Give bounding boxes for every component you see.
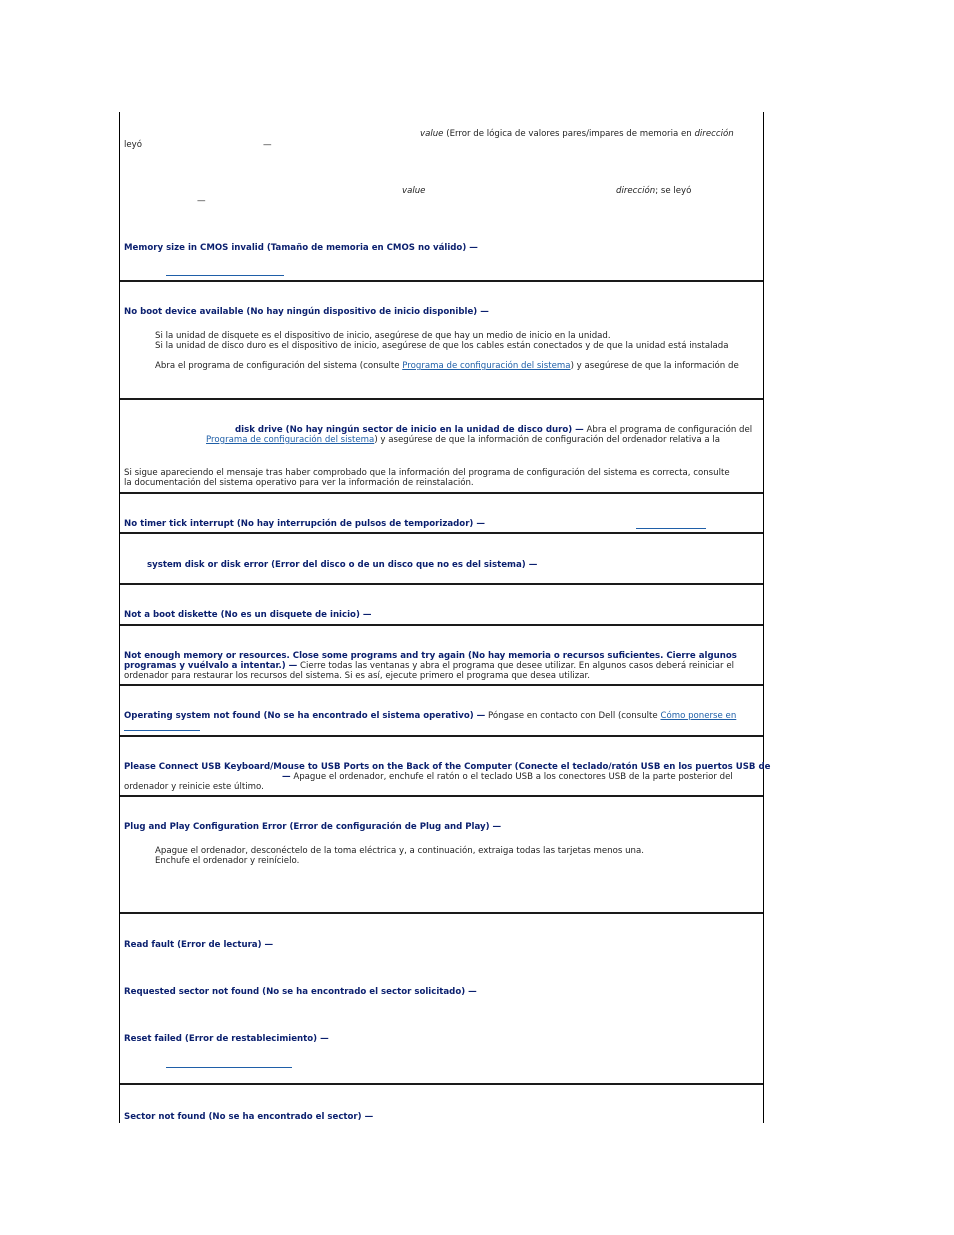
- boot-sector-text: Abra el programa de configuración del: [586, 425, 753, 435]
- row-divider: [120, 1083, 763, 1085]
- no-boot-item-3-a: Abra el programa de configuración del sistema (consulte: [155, 361, 400, 371]
- parity-row: [420, 129, 734, 139]
- sector-not-found-heading: Sector not found (No se ha encontrado el sector) —: [124, 1112, 374, 1122]
- boot-sector-heading: disk drive (No hay ningún sector de inicio en la unidad de disco duro) —: [235, 425, 584, 435]
- cmos-heading: Memory size in CMOS invalid (Tamaño de memoria en CMOS no válido) —: [124, 243, 478, 253]
- usb-heading: Please Connect USB Keyboard/Mouse to USB Ports on the Back of the Computer (Conecte el teclado/ratón USB en los puertos USB de: [124, 762, 771, 772]
- row-divider: [120, 684, 763, 686]
- row-divider: [120, 532, 763, 534]
- non-system-heading: system disk or disk error (Error del disco o de un disco que no es del sistema) —: [147, 560, 538, 570]
- pnp-item-1: Apague el ordenador, desconéctelo de la toma eléctrica y, a continuación, extraiga todas las tarjetas menos una.: [155, 846, 644, 856]
- boot-sector-row: [235, 425, 752, 435]
- no-boot-item-2: Si la unidad de disco duro es el dispositivo de inicio, asegúrese de que los cables están conectados y de que la unidad está instalada: [155, 341, 729, 351]
- row-divider: [120, 492, 763, 494]
- parity-value: value: [420, 129, 444, 139]
- memory-text-2: ordenador para restaurar los recursos del sistema. Si es así, ejecute primero el programa que desea utilizar.: [124, 671, 590, 681]
- boot-sector-note-1: Si sigue apareciendo el mensaje tras haber comprobado que la información del programa de configuración del sistema es correcta, consulte: [124, 468, 730, 478]
- rw-tail: ; se leyó: [655, 186, 692, 196]
- setup-program-link[interactable]: Programa de configuración del sistema: [402, 361, 571, 371]
- row-divider: [120, 398, 763, 400]
- parity-read: leyó: [124, 140, 143, 150]
- row-divider: [120, 583, 763, 585]
- usb-text-1: Apague el ordenador, enchufe el ratón o el teclado USB a los conectores USB de la parte posterior del: [293, 772, 733, 782]
- boot-sector-text-2: ) y asegúrese de que la información de configuración del ordenador relativa a la: [374, 435, 721, 445]
- read-fault-heading: Read fault (Error de lectura) —: [124, 940, 274, 950]
- contact-link-underline[interactable]: [124, 730, 200, 731]
- row-divider: [120, 624, 763, 626]
- usb-row-2: [282, 772, 733, 782]
- no-boot-item-1: Si la unidad de disquete es el dispositivo de inicio, asegúrese de que hay un medio de inicio en la unidad.: [155, 331, 611, 341]
- pnp-item-2: Enchufe el ordenador y reinícielo.: [155, 856, 300, 866]
- no-boot-item-3-b: ) y asegúrese de que la información de: [570, 361, 739, 371]
- os-heading: Operating system not found (No se ha encontrado el sistema operativo) —: [124, 711, 486, 721]
- boot-sector-row-2: [206, 435, 720, 445]
- row-divider: [120, 795, 763, 797]
- no-boot-heading: No boot device available (No hay ningún dispositivo de inicio disponible) —: [124, 307, 489, 317]
- cmos-link-underline[interactable]: [166, 275, 284, 276]
- parity-dash: —: [263, 140, 272, 150]
- boot-sector-setup-link[interactable]: Programa de configuración del sistema: [206, 435, 375, 445]
- boot-diskette-heading: Not a boot diskette (No es un disquete de inicio) —: [124, 610, 372, 620]
- reset-failed-heading: Reset failed (Error de restablecimiento) —: [124, 1034, 329, 1044]
- row-divider: [120, 735, 763, 737]
- no-boot-item-3: [155, 361, 739, 371]
- rw-dir: dirección: [616, 186, 656, 196]
- boot-sector-note-2: la documentación del sistema operativo para ver la información de reinstalación.: [124, 478, 474, 488]
- memory-heading-1: Not enough memory or resources. Close some programs and try again (No hay memoria o recursos suficientes. Cierre algunos: [124, 651, 737, 661]
- row-divider: [120, 280, 763, 282]
- memory-row-2: [124, 661, 734, 671]
- rw-dir-row: [616, 186, 691, 196]
- row-divider: [120, 912, 763, 914]
- usb-text-2: ordenador y reinicie este último.: [124, 782, 264, 792]
- os-row: [124, 711, 736, 721]
- rw-value: value: [402, 186, 426, 196]
- timer-heading: No timer tick interrupt (No hay interrupción de pulsos de temporizador) —: [124, 519, 485, 529]
- pnp-heading: Plug and Play Configuration Error (Error de configuración de Plug and Play) —: [124, 822, 502, 832]
- usb-dash: —: [282, 772, 291, 782]
- timer-link-underline[interactable]: [636, 528, 706, 529]
- memory-heading-2: programas y vuélvalo a intentar.) —: [124, 661, 298, 671]
- rw-dash: —: [197, 196, 206, 206]
- contact-dell-link[interactable]: Cómo ponerse en: [660, 711, 737, 721]
- parity-dir: dirección: [694, 129, 734, 139]
- memory-text-1: Cierre todas las ventanas y abra el programa que desee utilizar. En algunos casos deberá reiniciar el: [300, 661, 734, 671]
- error-message-table: [119, 112, 771, 1123]
- os-text: Póngase en contacto con Dell (consulte: [487, 711, 658, 721]
- reset-link-underline[interactable]: [166, 1067, 292, 1068]
- requested-sector-heading: Requested sector not found (No se ha encontrado el sector solicitado) —: [124, 987, 477, 997]
- parity-text: (Error de lógica de valores pares/impares de memoria en: [446, 129, 692, 139]
